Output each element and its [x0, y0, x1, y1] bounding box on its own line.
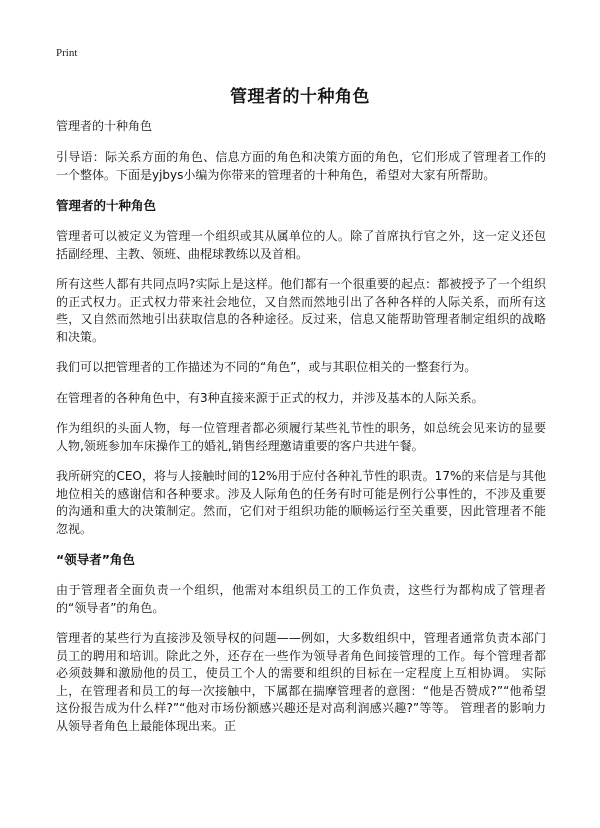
paragraph: 所有这些人都有共同点吗?实际上是这样。他们都有一个很重要的起点：都被授予了一个组织的正式权力。正式权力带来社会地位，又自然而然地引出了各种各样的人际关系，而所有这些，又自然而然地引出获取信息的各种途径。反过来，信息又能帮助管理者制定组织的战略和决策。	[56, 277, 546, 344]
document-body	[56, 118, 546, 748]
document-title: 管理者的十种角色	[230, 87, 370, 107]
paragraph: 由于管理者全面负责一个组织，他需对本组织员工的工作负责，这些行为都构成了管理者的“领导者”的角色。	[56, 583, 546, 615]
paragraph: 我所研究的CEO，将与人接触时间的12%用于应付各种礼节性的职责。17%的来信是与其他地位相关的感谢信和各种要求。涉及人际角色的任务有时可能是例行公事性的，不涉及重要的沟通和重大的决策制定。然而，它们对于组织功能的顺畅运行至关重要，因此管理者不能忽视。	[56, 469, 546, 536]
paragraph: 作为组织的头面人物，每一位管理者都必须履行某些礼节性的职务，如总统会见来访的显要人物,领班参加车床操作工的婚礼,销售经理邀请重要的客户共进午餐。	[56, 421, 546, 453]
paragraph: 我们可以把管理者的工作描述为不同的“角色”，或与其职位相关的一整套行为。	[56, 360, 477, 374]
section-heading-leader-role: “领导者”角色	[56, 552, 135, 567]
intro-paragraph: 引导语：际关系方面的角色、信息方面的角色和决策方面的角色，它们形成了管理者工作的一个整体。下面是yjbys小编为你带来的管理者的十种角色，希望对大家有所帮助。	[56, 150, 546, 182]
document-subtitle: 管理者的十种角色	[56, 119, 153, 133]
paragraph: 在管理者的各种角色中，有3种直接来源于正式的权力，并涉及基本的人际关系。	[56, 390, 484, 405]
print-label[interactable]: Print	[56, 47, 78, 59]
paragraph: 管理者的某些行为直接涉及领导权的问题——例如，大多数组织中，管理者通常负责本部门员工的聘用和培训。除此之外，还存在一些作为领导者角色间接管理的工作。每个管理者都必须鼓舞和激励他的员工，使员工个人的需要和组织的目标在一定程度上互相协调。 实际上，在管理者和员工的每一次接触中，下属都在揣摩管理者的意图：“他是否赞成?”“他希望这份报告成为什么样?”“他对市场份额感兴趣还是对高利润感兴趣?”等等。 管理者的影响力从领导者角色上最能体现出来。正	[56, 631, 546, 733]
paragraph: 管理者可以被定义为管理一个组织或其从属单位的人。除了首席执行官之外，这一定义还包括副经理、主教、领班、曲棍球教练以及首相。	[56, 229, 546, 261]
section-heading-ten-roles: 管理者的十种角色	[56, 198, 157, 213]
